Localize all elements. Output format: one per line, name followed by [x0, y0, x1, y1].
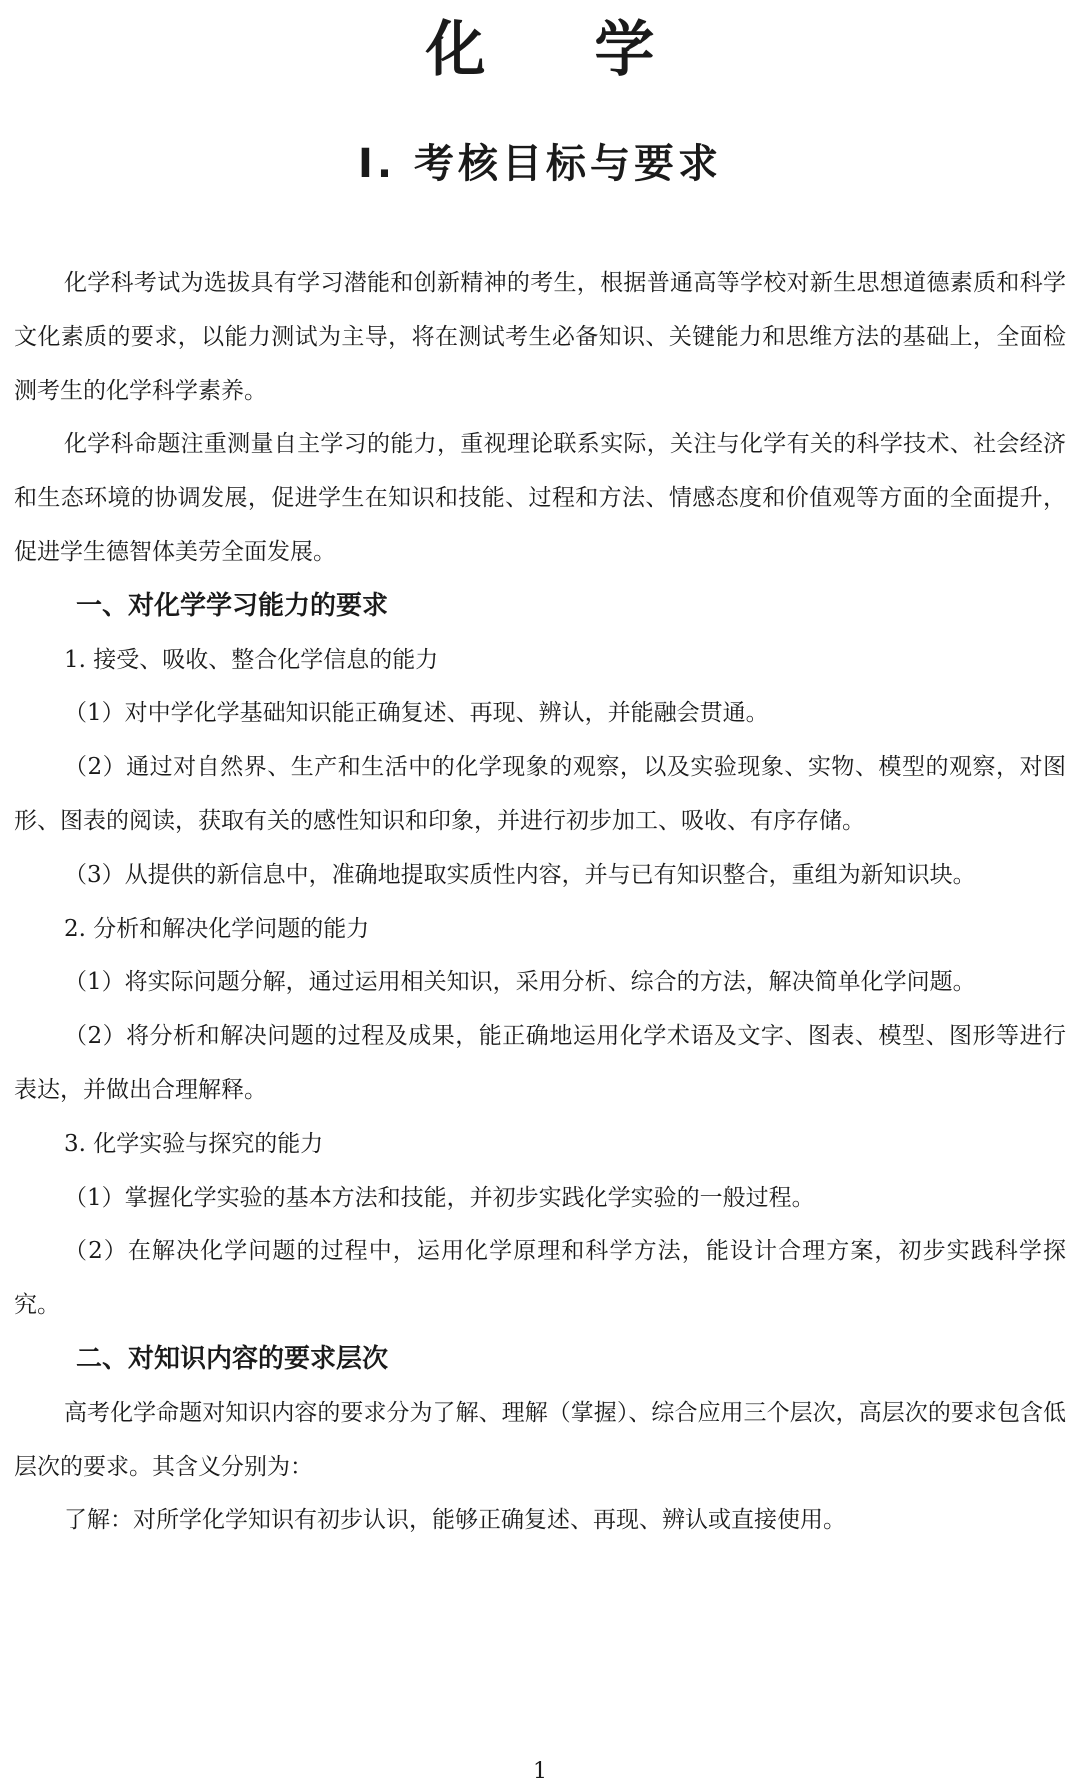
subheading-experiment: 3. 化学实验与探究的能力: [64, 1130, 324, 1157]
page-number: 1: [533, 1759, 547, 1784]
section-title: Ⅰ. 考核目标与要求: [357, 141, 722, 187]
list-item: （1）将实际问题分解，通过运用相关知识，采用分析、综合的方法，解决简单化学问题。: [64, 969, 976, 996]
subheading-info-ability: 1. 接受、吸收、整合化学信息的能力: [64, 646, 439, 673]
list-item: （2）通过对自然界、生产和生活中的化学现象的观察，以及实验现象、实物、模型的观察，对图形、图表的阅读，获取有关的感性知识和印象，并进行初步加工、吸收、有序存储。: [14, 754, 1066, 834]
heading-ability-requirements: 一、对化学学习能力的要求: [76, 590, 389, 621]
document-title: 化 学: [425, 15, 699, 85]
heading-knowledge-levels: 二、对知识内容的要求层次: [76, 1343, 389, 1374]
list-item: （1）对中学化学基础知识能正确复述、再现、辨认，并能融会贯通。: [64, 700, 769, 727]
list-item: （2）在解决化学问题的过程中，运用化学原理和科学方法，能设计合理方案，初步实践科学探究。: [14, 1238, 1066, 1319]
list-item: （3）从提供的新信息中，准确地提取实质性内容，并与已有知识整合，重组为新知识块。: [64, 861, 976, 888]
list-item: （1）掌握化学实验的基本方法和技能，并初步实践化学实验的一般过程。: [64, 1184, 815, 1211]
paragraph-intro-1: 化学科考试为选拔具有学习潜能和创新精神的考生，根据普通高等学校对新生思想道德素质和科学文化素质的要求，以能力测试为主导，将在测试考生必备知识、关键能力和思维方法的基础上，全面检测考生的化学科学素养。: [14, 270, 1066, 404]
paragraph-levels-intro: 高考化学命题对知识内容的要求分为了解、理解（掌握）、综合应用三个层次，高层次的要求包含低层次的要求。其含义分别为：: [14, 1399, 1066, 1480]
subheading-problem-solving: 2. 分析和解决化学问题的能力: [64, 915, 370, 942]
paragraph-intro-2: 化学科命题注重测量自主学习的能力，重视理论联系实际，关注与化学有关的科学技术、社会经济和生态环境的协调发展，促进学生在知识和技能、过程和方法、情感态度和价值观等方面的全面提升，促进学生德智体美劳全面发展。: [14, 431, 1066, 565]
paragraph-understand-definition: 了解：对所学化学知识有初步认识，能够正确复述、再现、辨认或直接使用。: [64, 1507, 846, 1534]
document-body: [14, 257, 1066, 1548]
list-item: （2）将分析和解决问题的过程及成果，能正确地运用化学术语及文字、图表、模型、图形等进行表达，并做出合理解释。: [14, 1023, 1066, 1103]
